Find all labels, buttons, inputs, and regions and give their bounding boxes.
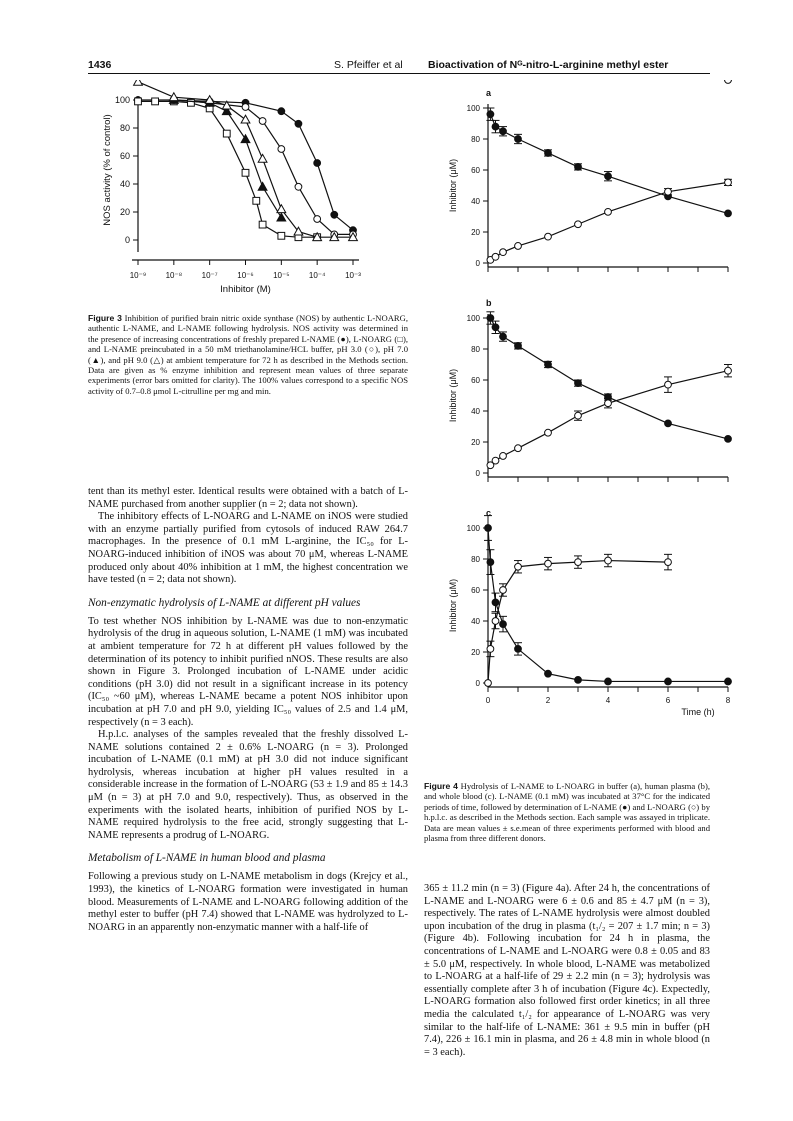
paragraph: To test whether NOS inhibition by L-NAME was due to non-enzymatic hydrolysis of the drug in aqueous solution, L-NAME (1 mM) was incubated at ambient temperature for 72 h at different pH values followed by the determination of its potency to inhibit purified nNOS. These results are also shown in Figure 3. Prolonged incubation of L-NAME under acidic conditions (pH 3.0) did not result in a significant increase in its potency (IC₅₀ ~60 μM), whereas L-NAME became a potent NOS inhibitor upon incubation at pH 7.0 and pH 9.0, yielding IC₅₀ values of 2.5 and 1.4 μM, respectively (n = 3 each).: [88, 615, 408, 728]
figure-3-caption: [88, 313, 408, 396]
data-point: [278, 146, 285, 153]
data-point: [331, 211, 338, 218]
y-tick-label: 40: [471, 197, 480, 206]
data-point: [605, 208, 612, 215]
x-tick-label: 10⁻⁸: [165, 271, 183, 280]
figure-3-svg: [88, 80, 408, 310]
y-tick-label: 20: [471, 438, 480, 447]
data-point: [492, 457, 499, 464]
panel-letter: b: [486, 298, 492, 308]
data-point: [605, 557, 612, 564]
figure-3-caption-text: Inhibition of purified brain nitric oxide synthase (NOS) by authentic L-NOARG, authentic L-NAME, and L-NAME following hydrolysis. NOS activity was determined in the presence of increasing concentrations of freshly prepared L-NAME (●), L-NOARG (□), and L-NAME preincubated in a 50 mM triethanolamine/HCL buffer, pH 3.0 (○), pH 7.0 (▲), and pH 9.0 (△) at ambient temperature for 72 h as described in the Methods section. Data are given as % enzyme inhibition and represent mean values of three separate experiments (error bars omitted for clarity). The 100% values correspond to a specific NOS activity of 0.7–0.8 μmol L-citrulline per mg and min.: [88, 313, 409, 396]
y-tick-label: 60: [471, 586, 480, 595]
data-point: [278, 232, 285, 239]
data-point: [500, 453, 507, 460]
series-curve: [488, 528, 728, 681]
figure-4-chart: [418, 80, 738, 780]
running-header: [88, 59, 710, 73]
data-point: [545, 150, 552, 157]
data-point: [605, 678, 612, 685]
y-tick-label: 40: [471, 407, 480, 416]
data-point: [515, 563, 522, 570]
data-point: [258, 154, 267, 162]
data-point: [665, 381, 672, 388]
y-tick-label: 100: [466, 524, 480, 533]
data-point: [487, 111, 494, 118]
data-point: [575, 221, 582, 228]
figure-4-caption-text: Hydrolysis of L-NAME to L-NOARG in buffer (a), human plasma (b), and whole blood (c). L-NAME (0.1 mM) was incubated at 37°C for the indicated periods of time, followed by determination of L-NAME (●) and L-NOARG (○) by h.p.l.c. as described in the Methods section. Each sample was assayed in triplicate. Data are mean values ± s.e.mean of three experiments performed with blood and plasma from three different donors.: [424, 781, 710, 844]
data-point: [295, 183, 302, 190]
data-point: [487, 315, 494, 322]
right-column: [424, 883, 710, 1059]
figure-3-label: Figure 3: [88, 313, 122, 323]
x-tick-label: 10⁻⁷: [201, 271, 218, 280]
data-point: [485, 680, 492, 687]
data-point: [725, 436, 732, 443]
data-point: [492, 618, 499, 625]
data-point: [485, 525, 492, 532]
data-point: [188, 99, 195, 106]
data-point: [665, 420, 672, 427]
data-point: [242, 104, 249, 111]
data-point: [515, 445, 522, 452]
data-point: [605, 173, 612, 180]
y-axis-label: NOS activity (% of control): [102, 114, 113, 226]
series-curve: [490, 114, 728, 213]
paragraph: tent than its methyl ester. Identical results were obtained with a batch of L-NAME purchased from another supplier (n = 2; data not shown).: [88, 486, 408, 510]
data-point: [314, 160, 321, 167]
paragraph: The inhibitory effects of L-NOARG and L-NAME on iNOS were studied with an enzyme partially purified from cytosols of induced RAW 264.7 macrophages. In the presence of 0.1 mM L-arginine, the IC₅₀ for L-NOARG-induced inhibition of iNOS was about 70 μM, whereas L-NAME produced only about 40% inhibition at 1 mM, the highest concentration we have tested (n = 2; data not shown).: [88, 511, 408, 586]
data-point: [725, 678, 732, 685]
data-point: [241, 135, 250, 143]
section-heading: Metabolism of L-NAME in human blood and plasma: [88, 852, 326, 865]
data-point: [277, 205, 286, 213]
series-curve: [490, 371, 728, 466]
panel-letter: c: [486, 508, 492, 518]
data-point: [500, 333, 507, 340]
data-point: [665, 559, 672, 566]
y-axis-label: Inhibitor (μM): [448, 158, 458, 213]
page-number: 1436: [88, 59, 112, 71]
y-tick-label: 100: [466, 314, 480, 323]
data-point: [515, 646, 522, 653]
data-point: [665, 678, 672, 685]
data-point: [725, 80, 732, 83]
y-tick-label: 0: [475, 469, 480, 478]
data-point: [134, 80, 143, 85]
x-tick-label: 10⁻³: [345, 271, 361, 280]
data-point: [169, 93, 178, 101]
x-tick-label: 8: [725, 696, 731, 705]
data-point: [545, 233, 552, 240]
y-tick-label: 20: [471, 648, 480, 657]
data-point: [258, 182, 267, 190]
figure-3-chart: [88, 80, 408, 310]
series-curve: [488, 561, 668, 683]
y-tick-label: 20: [471, 228, 480, 237]
data-point: [253, 197, 260, 204]
x-tick-label: 0: [485, 696, 491, 705]
y-axis-label: Inhibitor (μM): [448, 578, 458, 633]
data-point: [492, 123, 499, 130]
x-tick-label: 10⁻⁴: [308, 271, 326, 280]
y-tick-label: 40: [119, 179, 130, 189]
data-point: [278, 108, 285, 115]
data-point: [725, 179, 732, 186]
data-point: [295, 120, 302, 127]
series-curve: [490, 182, 728, 260]
x-tick-label: 6: [665, 696, 671, 705]
data-point: [725, 367, 732, 374]
running-title: Bioactivation of Nᴳ-nitro-L-arginine methyl ester: [428, 59, 669, 71]
left-column: [88, 486, 408, 934]
y-tick-label: 0: [475, 259, 480, 268]
x-tick-label: 2: [545, 696, 551, 705]
y-tick-label: 80: [119, 123, 130, 133]
y-tick-label: 60: [471, 166, 480, 175]
x-tick-label: 4: [605, 696, 611, 705]
figure-4-caption: [424, 781, 710, 843]
data-point: [223, 130, 230, 137]
y-tick-label: 80: [471, 345, 480, 354]
y-axis-label: Inhibitor (μM): [448, 368, 458, 423]
figure-4-svg: [418, 80, 738, 780]
data-point: [605, 400, 612, 407]
data-point: [492, 599, 499, 606]
data-point: [259, 221, 266, 228]
panel-letter: a: [486, 88, 492, 98]
y-tick-label: 80: [471, 135, 480, 144]
x-tick-label: 10⁻⁹: [129, 271, 147, 280]
data-point: [575, 164, 582, 171]
data-point: [725, 210, 732, 217]
data-point: [492, 253, 499, 260]
data-point: [500, 128, 507, 135]
data-point: [545, 361, 552, 368]
data-point: [545, 670, 552, 677]
y-tick-label: 40: [471, 617, 480, 626]
data-point: [314, 216, 321, 223]
data-point: [500, 249, 507, 256]
data-point: [487, 559, 494, 566]
figure-4-label: Figure 4: [424, 781, 458, 791]
data-point: [135, 98, 142, 105]
data-point: [515, 243, 522, 250]
running-authors: S. Pfeiffer et al: [334, 59, 403, 71]
data-point: [575, 380, 582, 387]
y-tick-label: 60: [119, 151, 130, 161]
data-point: [500, 587, 507, 594]
data-point: [515, 136, 522, 143]
data-point: [277, 213, 286, 221]
x-tick-label: 10⁻⁵: [273, 271, 290, 280]
data-point: [500, 621, 507, 628]
y-tick-label: 100: [466, 104, 480, 113]
header-rule: [88, 73, 710, 74]
paragraph: H.p.l.c. analyses of the samples revealed that the freshly dissolved L-NAME solutions contained 2 ± 0.6% L-NOARG (n = 3). Prolonged incubation of L-NAME (0.1 mM) at pH 3.0 did not induce significant hydrolysis, whereas incubation at higher pH values resulted in a considerable increase in the formation of L-NOARG (53 ± 1.9 and 85 ± 14.3 μM (n = 3) at pH 7.0 and 9.0, respectively). Thus, as observed in the experiments with the isolated hearts, inhibition of purified NOS by L-NAME required hydrolysis to the free acid, strongly suggesting that L-NAME represents a prodrug of L-NOARG.: [88, 729, 408, 841]
data-point: [487, 646, 494, 653]
data-point: [152, 98, 159, 105]
data-point: [259, 118, 266, 125]
y-tick-label: 80: [471, 555, 480, 564]
data-point: [575, 559, 582, 566]
y-tick-label: 0: [124, 235, 130, 245]
paragraph: Following a previous study on L-NAME metabolism in dogs (Krejcy et al., 1993), the kinetics of L-NOARG formation were investigated in human blood. Measurements of L-NAME and L-NOARG following addition of the methyl ester to buffer (pH 7.4) showed that L-NAME was hydrolyzed to L-NOARG in an apparently non-enzymatic manner with a half-life of: [88, 871, 408, 933]
data-point: [545, 429, 552, 436]
section-heading: Non-enzymatic hydrolysis of L-NAME at different pH values: [88, 596, 361, 609]
y-tick-label: 0: [475, 679, 480, 688]
data-point: [575, 677, 582, 684]
data-point: [492, 324, 499, 331]
paragraph: 365 ± 11.2 min (n = 3) (Figure 4a). After 24 h, the concentrations of L-NAME and L-NOARG were 6 ± 0.6 and 85 ± 4.7 μM (n = 3), respectively. The rates of L-NAME hydrolysis were almost doubled upon incubation of the drug in plasma (t₁/₂ = 207 ± 1.7 min; n = 3) (Figure 4b). Following incubation for 24 h in plasma, the concentrations of L-NAME and L-NOARG were 0.8 ± 0.05 and 83 ± 5.0 μM, respectively. In whole blood, L-NAME was metabolized to L-NOARG at a half-life of 29 ± 2.2 min (n = 3); hydrolysis was essentially complete after 3 h of incubation (Figure 4c). Expectedly, L-NOARG formation also followed first order kinetics; in all three media the calculated t₁/₂ for appearance of L-NOARG was very similar to the half-life of L-NAME: 361 ± 9.5 min in buffer (pH 7.4), 226 ± 16.1 min in plasma, and 26 ± 4.8 min in whole blood (n = 3 each).: [424, 883, 710, 1058]
x-axis-label: Inhibitor (M): [220, 284, 271, 295]
data-point: [241, 115, 250, 123]
x-tick-label: 10⁻⁶: [237, 271, 254, 280]
data-point: [665, 188, 672, 195]
data-point: [242, 169, 249, 176]
data-point: [545, 560, 552, 567]
x-axis-label: Time (h): [681, 707, 715, 717]
y-tick-label: 20: [119, 207, 130, 217]
y-tick-label: 100: [114, 95, 130, 105]
y-tick-label: 60: [471, 376, 480, 385]
data-point: [575, 412, 582, 419]
data-point: [515, 343, 522, 350]
